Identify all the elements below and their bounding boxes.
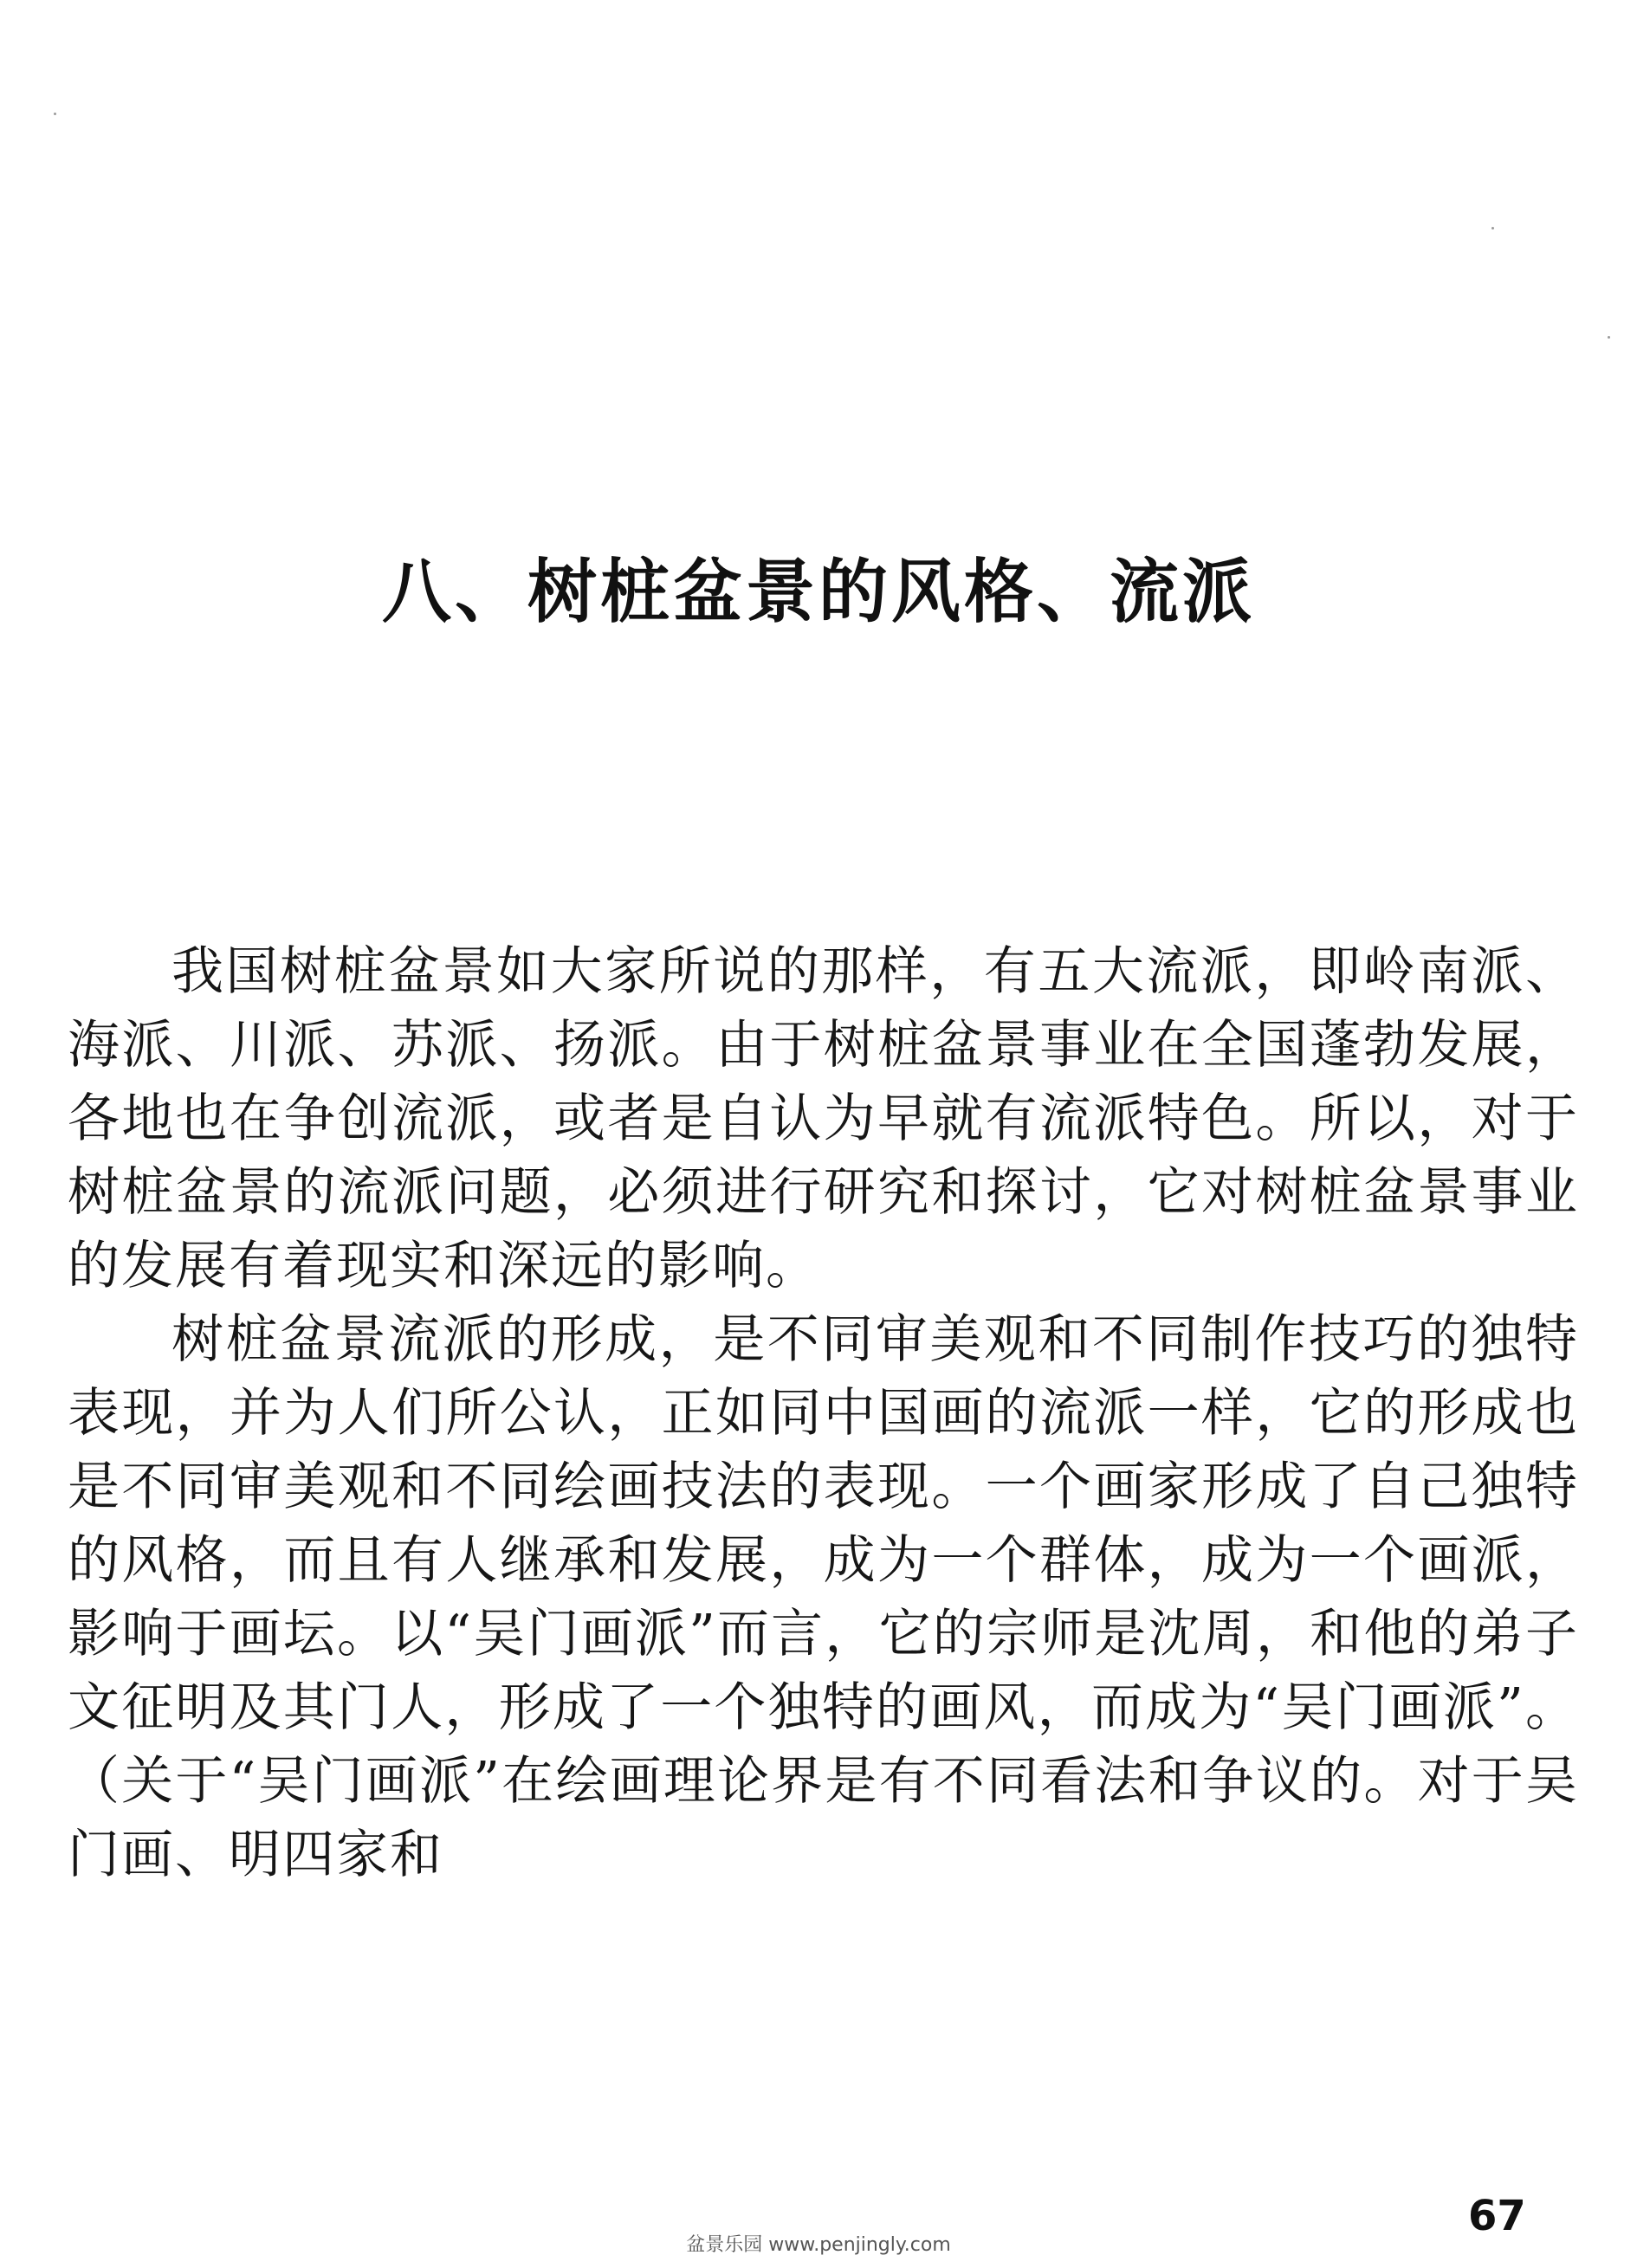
- watermark: 盆景乐园 www.penjingly.com: [686, 2234, 951, 2256]
- body-text: [68, 935, 1579, 1892]
- paragraph: 树桩盆景流派的形成，是不同审美观和不同制作技巧的独特表现，并为人们所公认，正如同中国画的流派一样，它的形成也是不同审美观和不同绘画技法的表现。一个画家形成了自己独特的风格，而且有人继承和发展，成为一个群体，成为一个画派，影响于画坛。以“吴门画派”而言，它的宗师是沈周，和他的弟子文征明及其门人，形成了一个独特的画风，而成为“吴门画派”。（关于“吴门画派”在绘画理论界是有不同看法和争议的。对于吴门画、明四家和: [68, 1309, 1579, 1885]
- scan-speck: [54, 113, 56, 115]
- scan-speck: [1491, 227, 1494, 229]
- page-number: 67: [1468, 2192, 1526, 2240]
- chapter-title: 八、树桩盆景的风格、流派: [382, 551, 1255, 632]
- scan-speck: [1608, 336, 1610, 339]
- paragraph: 我国树桩盆景如大家所说的那样，有五大流派，即岭南派、海派、川派、苏派、扬派。由于树桩盆景事业在全国蓬勃发展，各地也在争创流派，或者是自认为早就有流派特色。所以，对于树桩盆景的流派问题，必须进行研究和探讨，它对树桩盆景事业的发展有着现实和深远的影响。: [68, 941, 1579, 1296]
